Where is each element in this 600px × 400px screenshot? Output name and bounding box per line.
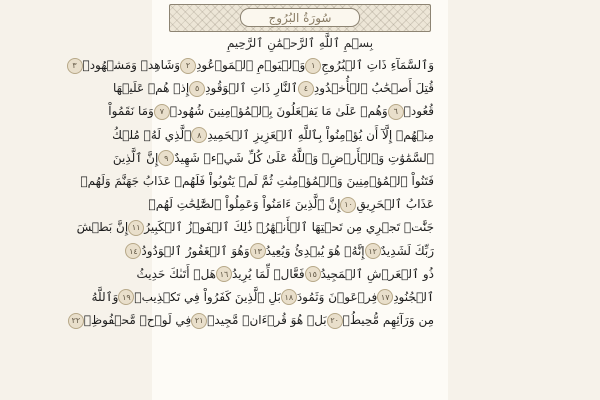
verse-text: إِذۡ هُمۡ عَلَيۡهَا: [112, 81, 190, 96]
verse-text: عَذَابُ ٱلۡحَرِيقِ: [356, 197, 434, 212]
ayah-number-marker: ١٧: [377, 289, 393, 305]
verse-line: [72, 54, 434, 77]
verse-text: فِرۡعَوۡنَ وَثَمُودَ: [296, 289, 378, 304]
verse-text: فَعَّالٞ لِّمَا يُرِيدُ: [231, 266, 305, 281]
verse-line: [80, 170, 434, 193]
verse-text: بَلِ ٱلَّذِينَ كَفَرُواْ فِي تَكۡذِيبٖ: [134, 289, 281, 304]
verse-text: إِنَّ بَطۡشَ: [76, 220, 129, 235]
ayah-number-marker: ٢: [180, 58, 196, 74]
ayah-number-marker: ٥: [189, 81, 205, 97]
ayah-number-marker: ١١: [128, 220, 144, 236]
ayah-number-marker: ٣: [67, 58, 83, 74]
verse-text: إِنَّ ٱلَّذِينَ: [112, 150, 159, 165]
verse-text: وَهُمۡ عَلَىٰ مَا يَفۡعَلُونَ بِٱلۡمُؤۡمِنِينَ شُهُودٞ: [169, 104, 388, 119]
surah-title: سُورَةُ البُرُوجِ: [268, 10, 332, 25]
verse-text: وَهُوَ ٱلۡغَفُورُ ٱلۡوَدُودُ: [141, 243, 250, 258]
ayah-number-marker: ٢٢: [68, 313, 84, 329]
verse-text: ذُو ٱلۡعَرۡشِ ٱلۡمَجِيدُ: [320, 266, 434, 281]
ayah-number-marker: ٧: [154, 104, 170, 120]
verse-text: قُتِلَ أَصۡحَٰبُ ٱلۡأُخۡدُودِ: [313, 81, 434, 96]
verse-text: إِنَّهُۥ هُوَ يُبۡدِئُ وَيُعِيدُ: [265, 243, 365, 258]
ayah-number-marker: ١٠: [340, 197, 356, 213]
surah-title-cartouche: [240, 8, 360, 27]
ayah-number-marker: ٢١: [191, 313, 207, 329]
ayah-number-marker: ٦: [388, 104, 404, 120]
verse-text: وَٱلسَّمَآءِ ذَاتِ ٱلۡبُرُوجِ: [321, 58, 434, 72]
verse-text: مِن وَرَآئِهِم مُّحِيطُۢ: [342, 313, 434, 328]
ayah-number-marker: ٢٠: [327, 313, 343, 329]
verse-lines: [71, 54, 434, 332]
basmala: بِسۡمِ ٱللَّهِ ٱلرَّحۡمَٰنِ ٱلرَّحِيمِ: [226, 36, 374, 50]
ayah-number-marker: ٨: [191, 127, 207, 143]
verse-text: فَتَنُواْ ٱلۡمُؤۡمِنِينَ وَٱلۡمُؤۡمِنَٰتِ ثُمَّ لَمۡ يَتُوبُواْ فَلَهُمۡ عَذَابُ جَهَنَّمَ وَلَهُمۡ: [80, 173, 434, 188]
ayah-number-marker: ١٣: [250, 243, 266, 259]
verse-text: مِنۡهُمۡ إِلَّآ أَن يُؤۡمِنُواْ بِٱللَّهِ ٱلۡعَزِيزِ ٱلۡحَمِيدِ: [207, 127, 434, 142]
ayah-number-marker: ١٥: [305, 266, 321, 282]
ayah-number-marker: ١٤: [125, 243, 141, 259]
ayah-number-marker: ١٦: [216, 266, 232, 282]
ayah-number-marker: ٤: [298, 81, 314, 97]
verse-line: [136, 263, 434, 286]
ayah-number-marker: ١٩: [118, 289, 134, 305]
ayah-number-marker: ١: [305, 58, 321, 74]
verse-text: وَشَاهِدٖ وَمَشۡهُودٖ: [82, 58, 181, 72]
verse-text: ٱلسَّمَٰوَٰتِ وَٱلۡأَرۡضِۚ وَٱللَّهُ عَلَىٰ كُلِّ شَيۡءٖ شَهِيدٌ: [174, 150, 434, 165]
verse-line: [148, 193, 434, 216]
verse-text: إِنَّ ٱلَّذِينَ ءَامَنُواْ وَعَمِلُواْ ٱلصَّٰلِحَٰتِ لَهُمۡ: [148, 197, 341, 212]
verse-text: جَنَّٰتٞ تَجۡرِي مِن تَحۡتِهَا ٱلۡأَنۡهَٰرُۚ ذَٰلِكَ ٱلۡفَوۡزُ ٱلۡكَبِيرُ: [144, 220, 434, 235]
verse-text: ٱلۡجُنُودِ: [393, 289, 434, 304]
surah-header-banner: [169, 4, 431, 32]
verse-text: قُعُودٞ: [403, 104, 434, 119]
verse-text: ٱلَّذِي لَهُۥ مُلۡكُ: [112, 127, 192, 142]
verse-text: هَلۡ أَتَىٰكَ حَدِيثُ: [136, 266, 216, 281]
ayah-number-marker: ٩: [158, 150, 174, 166]
verse-text: ٱلنَّارِ ذَاتِ ٱلۡوَقُودِ: [205, 81, 298, 96]
verse-line: [108, 100, 434, 123]
verse-line: [76, 216, 434, 239]
verse-text: وَمَا نَقَمُواْ: [108, 104, 154, 119]
verse-text: رَبِّكَ لَشَدِيدٌ: [380, 243, 434, 258]
verse-line: [112, 77, 434, 100]
verse-line: [112, 147, 434, 170]
verse-line: [71, 309, 434, 332]
ayah-number-marker: ١٨: [281, 289, 297, 305]
verse-line: [91, 286, 434, 309]
verse-text: فِي لَوۡحٖ مَّحۡفُوظِۭ: [83, 313, 192, 328]
verse-line: [129, 240, 434, 263]
verse-line: [112, 124, 434, 147]
verse-text: بَلۡ هُوَ قُرۡءَانٞ مَّجِيدٞ: [207, 313, 327, 328]
verse-text: وَٱلۡيَوۡمِ ٱلۡمَوۡعُودِ: [196, 58, 306, 72]
ayah-number-marker: ١٢: [365, 243, 381, 259]
page-margin-right: [448, 0, 600, 400]
verse-text: وَٱللَّهُ: [91, 289, 119, 304]
